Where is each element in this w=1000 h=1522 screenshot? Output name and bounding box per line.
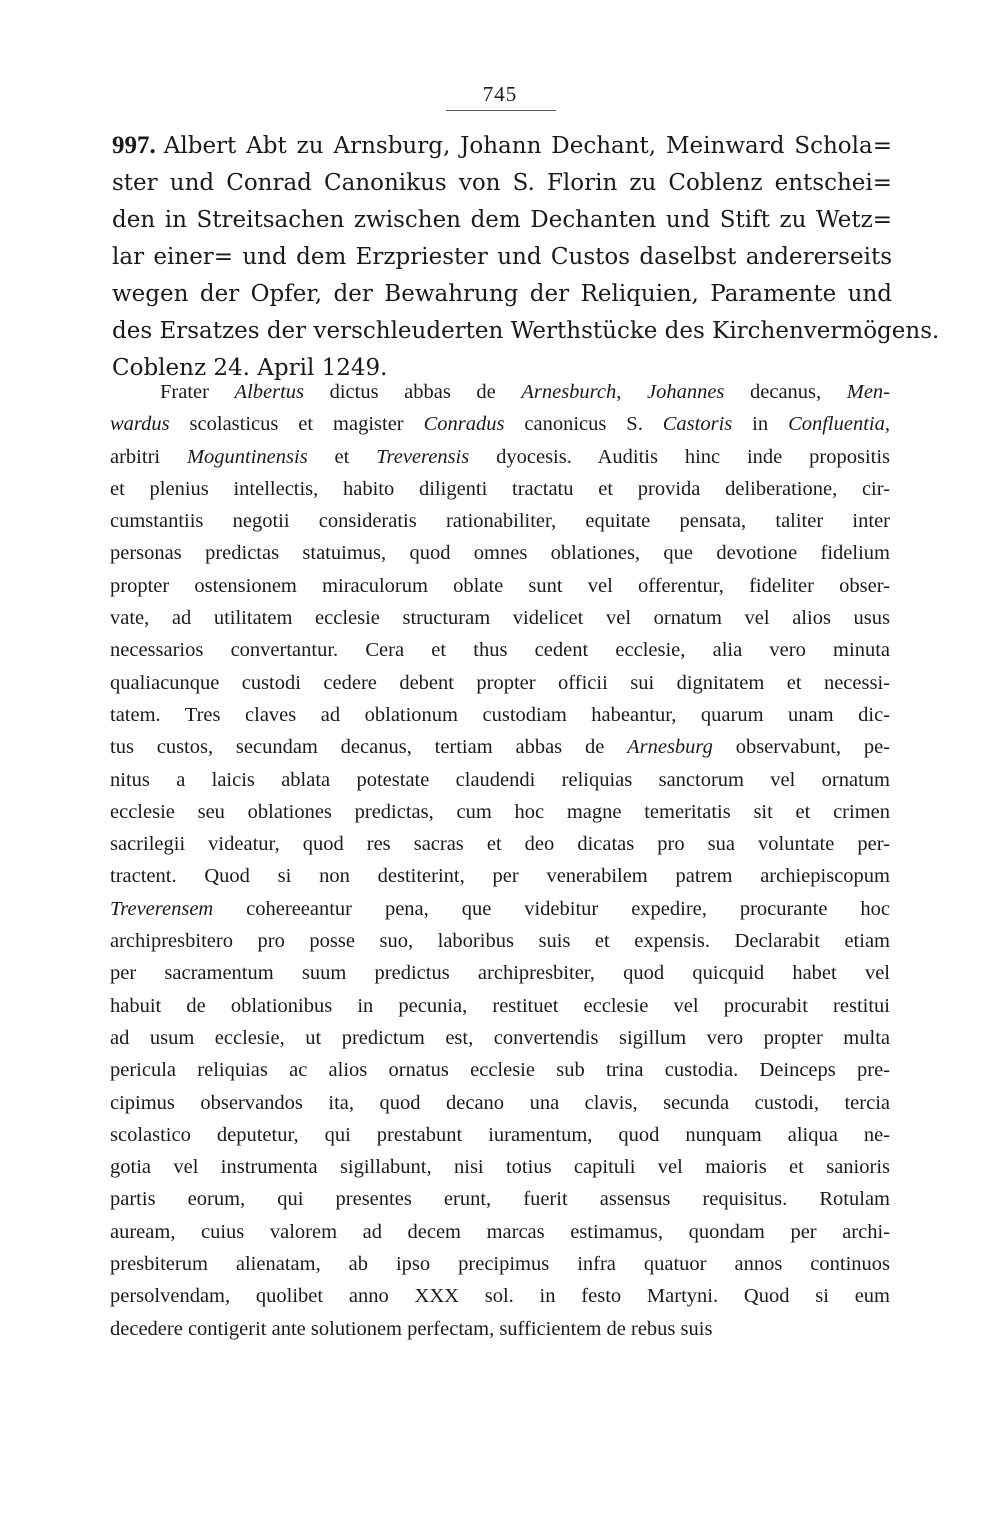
body-line [110, 1248, 890, 1280]
italic-name: Treverensis [376, 445, 470, 468]
text-run: nitus a laicis ablata potestate claudendi reliquias sanctorum vel ornatum [110, 768, 890, 791]
italic-name: Arnesburch [521, 381, 617, 403]
text-run: et plenius intellectis, habito diligenti tractatu et provida deliberatione, cir- [110, 477, 890, 500]
body-line [110, 860, 890, 892]
text-run: tus custos, secundam decanus, tertiam abbas de [110, 736, 628, 759]
text-run: cumstantiis negotii consideratis rationabiliter, equitate pensata, taliter inter [110, 510, 890, 533]
entry-number: 997. [112, 132, 156, 159]
body-line [110, 1119, 890, 1151]
body-line [110, 893, 890, 925]
text-run: canonicus S. [504, 413, 663, 436]
text-run: scolasticus et magister [169, 413, 424, 436]
italic-name: Conradus [423, 413, 505, 436]
text-run: , [884, 413, 890, 436]
text-run: et [307, 445, 377, 468]
text-run: tatem. Tres claves ad oblationum custodiam habeantur, quarum unam dic- [110, 703, 890, 726]
body-line [110, 1183, 890, 1215]
body-line [110, 408, 890, 440]
text-run: vate, ad utilitatem ecclesie structuram videlicet vel ornatum vel alios usus [110, 607, 890, 630]
body-line [110, 634, 890, 666]
body-line [110, 376, 890, 408]
document-body [110, 376, 890, 1345]
text-run: arbitri [110, 445, 187, 468]
heading-line: den in Streitsachen zwischen dem Dechanten und Stift zu Wetz= [112, 207, 892, 233]
body-line [110, 441, 890, 473]
body-line [110, 731, 890, 763]
text-run: presbiterum alienatam, ab ipso precipimus infra quatuor annos continuos [110, 1253, 890, 1276]
body-line [110, 1087, 890, 1119]
heading-line: 997. Albert Abt zu Arnsburg, Johann Dechant, Meinward Schola= [112, 132, 892, 159]
body-line [110, 473, 890, 505]
text-run: partis eorum, qui presentes erunt, fuerit assensus requisitus. Rotulam [110, 1188, 890, 1211]
body-line [110, 957, 890, 989]
text-run: habuit de oblationibus in pecunia, restituet ecclesie vel procurabit restitui [110, 994, 890, 1017]
body-line [110, 667, 890, 699]
text-run: qualiacunque custodi cedere debent propter officii sui dignitatem et necessi- [110, 671, 890, 694]
italic-name: Moguntinensis [186, 445, 308, 468]
text-run: dictus abbas de [304, 381, 522, 403]
text-run: per sacramentum suum predictus archipresbiter, quod quicquid habet vel [110, 962, 890, 985]
text-run: ad usum ecclesie, ut predictum est, convertendis sigillum vero propter multa [110, 1026, 890, 1049]
text-run: tractent. Quod si non destiterint, per venerabilem patrem archiepiscopum [110, 865, 890, 888]
text-run: necessarios convertantur. Cera et thus cedent ecclesie, alia vero minuta [110, 639, 890, 662]
body-line [110, 796, 890, 828]
text-run: pericula reliquias ac alios ornatus ecclesie sub trina custodia. Deinceps pre- [110, 1059, 890, 1082]
text-run: Frater [160, 381, 235, 403]
body-line [110, 1022, 890, 1054]
italic-name: Men- [846, 381, 891, 403]
italic-name: wardus [110, 413, 170, 436]
heading-line: ster und Conrad Canonikus von S. Florin zu Coblenz entschei= [112, 170, 892, 196]
text-run: in [732, 413, 789, 436]
page-number-rule [446, 110, 556, 111]
text-run: decedere contigerit ante solutionem perfectam, sufficientem de rebus suis [110, 1317, 713, 1340]
body-line [110, 764, 890, 796]
entry-heading [112, 127, 940, 387]
page-number: 745 [482, 82, 518, 106]
heading-line: des Ersatzes der verschleuderten Werthstücke des Kirchenvermögens. [112, 318, 940, 344]
heading-line: wegen der Opfer, der Bewahrung der Reliquien, Paramente und [112, 281, 892, 307]
body-line [110, 828, 890, 860]
body-line [110, 505, 890, 537]
text-run: dyocesis. Auditis hinc inde propositis [469, 445, 891, 468]
text-run: , [616, 381, 647, 403]
body-line [110, 1313, 890, 1345]
body-line [110, 990, 890, 1022]
body-line [110, 1054, 890, 1086]
text-run: scolastico deputetur, qui prestabunt iuramentum, quod nunquam aliqua ne- [110, 1123, 890, 1146]
body-line [110, 925, 890, 957]
text-run: sacrilegii videatur, quod res sacras et deo dicatas pro sua voluntate per- [110, 833, 890, 856]
text-run: gotia vel instrumenta sigillabunt, nisi totius capituli vel maioris et sanioris [110, 1156, 890, 1179]
italic-name: Johannes [646, 381, 725, 403]
heading-line: lar einer= und dem Erzpriester und Custos daselbst andererseits [112, 244, 892, 270]
text-run: decanus, [724, 381, 847, 403]
body-line [110, 602, 890, 634]
text-run: archipresbitero pro posse suo, laboribus suis et expensis. Declarabit etiam [110, 930, 890, 953]
text-run: personas predictas statuimus, quod omnes oblationes, que devotione fidelium [110, 542, 890, 565]
text-run: cipimus observandos ita, quod decano una clavis, secunda custodi, tercia [110, 1091, 890, 1114]
italic-name: Arnesburg [627, 736, 713, 759]
italic-name: Treverensem [110, 897, 214, 920]
italic-name: Albertus [234, 381, 305, 403]
body-line [110, 1151, 890, 1183]
body-line [110, 1280, 890, 1312]
text-run: auream, cuius valorem ad decem marcas estimamus, quondam per archi- [110, 1220, 890, 1243]
text-run: persolvendam, quolibet anno XXX sol. in festo Martyni. Quod si eum [110, 1285, 890, 1308]
body-line [110, 699, 890, 731]
italic-name: Confluentia [788, 413, 885, 436]
heading-line: Coblenz 24. April 1249. [112, 355, 388, 381]
italic-name: Castoris [662, 413, 733, 436]
body-line [110, 1216, 890, 1248]
text-run: ecclesie seu oblationes predictas, cum hoc magne temeritatis sit et crimen [110, 800, 890, 823]
text-run: observabunt, pe- [712, 736, 891, 759]
body-line [110, 570, 890, 602]
text-run: cohereeantur pena, que videbitur expedire, procurante hoc [213, 897, 890, 920]
body-line [110, 537, 890, 569]
text-run: propter ostensionem miraculorum oblate sunt vel offerentur, fideliter obser- [110, 574, 890, 597]
